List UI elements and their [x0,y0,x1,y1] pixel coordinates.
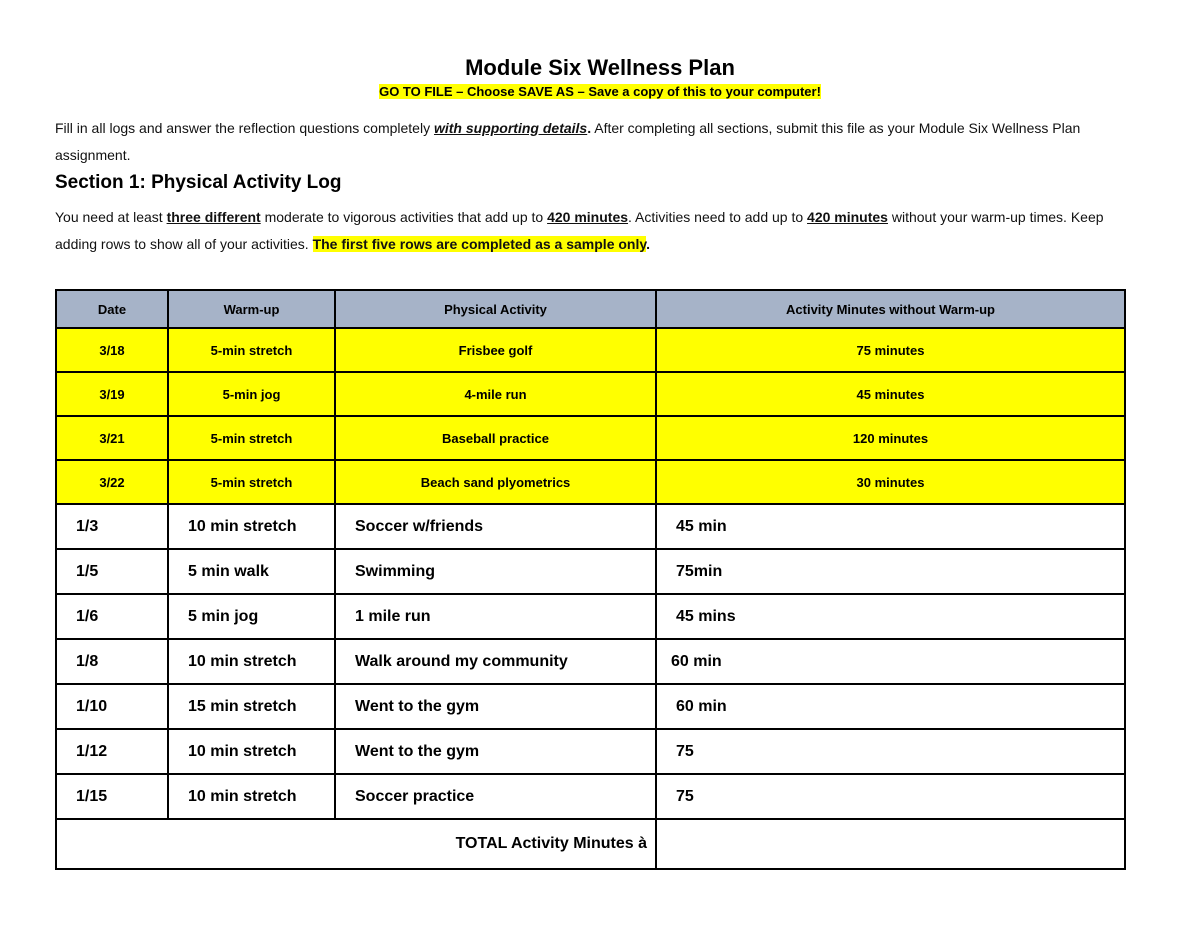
instr-text-2: moderate to vigorous activities that add up to [260,209,548,225]
cell-date: 3/22 [56,460,168,504]
instr-text-3: . Activities need to add up to [628,209,808,225]
cell-minutes: 75 minutes [656,328,1125,372]
cell-warmup[interactable]: 5 min walk [168,549,335,594]
total-value-cell[interactable] [656,819,1125,869]
cell-minutes: 45 minutes [656,372,1125,416]
cell-date[interactable]: 1/12 [56,729,168,774]
cell-activity[interactable]: 1 mile run [335,594,656,639]
cell-date: 3/21 [56,416,168,460]
log-row [56,639,1125,684]
cell-warmup: 5-min stretch [168,460,335,504]
cell-date[interactable]: 1/8 [56,639,168,684]
cell-warmup[interactable]: 15 min stretch [168,684,335,729]
instr-three-different: three different [166,209,261,225]
cell-date[interactable]: 1/6 [56,594,168,639]
intro-emphasis: with supporting details [433,120,588,136]
cell-date[interactable]: 1/5 [56,549,168,594]
cell-date[interactable]: 1/15 [56,774,168,819]
cell-date[interactable]: 1/3 [56,504,168,549]
instr-minutes-2: 420 minutes [807,209,888,225]
instr-text-4: without your warm-up times. Keep adding rows to show all of your activities. [55,209,1104,252]
total-row [56,819,1125,869]
save-instruction [0,84,1200,99]
cell-warmup: 5-min jog [168,372,335,416]
cell-warmup: 5-min stretch [168,416,335,460]
intro-text-before: Fill in all logs and answer the reflection questions completely [55,120,434,136]
instr-end: . [646,236,650,252]
cell-activity[interactable]: Soccer w/friends [335,504,656,549]
log-row [56,504,1125,549]
cell-activity[interactable]: Walk around my community [335,639,656,684]
activity-log-table [55,289,1126,870]
intro-period: . [587,120,592,136]
instr-sample-note: The first five rows are completed as a sample only [312,236,647,252]
header-date: Date [56,290,168,328]
log-row [56,774,1125,819]
cell-date: 3/19 [56,372,168,416]
instr-minutes-1: 420 minutes [547,209,629,225]
intro-paragraph [55,115,1145,169]
cell-date: 3/18 [56,328,168,372]
cell-date[interactable]: 1/10 [56,684,168,729]
section-heading: Section 1: Physical Activity Log [55,172,342,193]
cell-minutes[interactable]: 60 min [656,639,1125,684]
page-title: Module Six Wellness Plan [465,55,735,80]
sample-row [56,372,1125,416]
log-row [56,594,1125,639]
log-row [56,549,1125,594]
cell-minutes[interactable]: 75min [656,549,1125,594]
cell-warmup[interactable]: 5 min jog [168,594,335,639]
log-row [56,684,1125,729]
cell-activity: Frisbee golf [335,328,656,372]
sample-row [56,416,1125,460]
instr-text-1: You need at least [55,209,167,225]
cell-minutes: 120 minutes [656,416,1125,460]
cell-minutes: 30 minutes [656,460,1125,504]
instructions-paragraph [55,204,1145,258]
cell-minutes[interactable]: 45 mins [656,594,1125,639]
header-activity: Physical Activity [335,290,656,328]
cell-warmup: 5-min stretch [168,328,335,372]
cell-minutes[interactable]: 75 [656,774,1125,819]
cell-activity: 4-mile run [335,372,656,416]
sample-row [56,328,1125,372]
header-warmup: Warm-up [168,290,335,328]
cell-warmup[interactable]: 10 min stretch [168,504,335,549]
cell-activity[interactable]: Swimming [335,549,656,594]
sample-row [56,460,1125,504]
cell-activity: Beach sand plyometrics [335,460,656,504]
cell-activity[interactable]: Soccer practice [335,774,656,819]
header-minutes: Activity Minutes without Warm-up [656,290,1125,328]
log-row [56,729,1125,774]
total-label: TOTAL Activity Minutes à [56,819,656,869]
cell-minutes[interactable]: 60 min [656,684,1125,729]
table-header-row [56,290,1125,328]
cell-activity: Baseball practice [335,416,656,460]
intro-text-after: After completing all sections, submit this file as your Module Six Wellness Plan assignment. [55,120,1081,163]
cell-activity[interactable]: Went to the gym [335,684,656,729]
cell-warmup[interactable]: 10 min stretch [168,729,335,774]
cell-activity[interactable]: Went to the gym [335,729,656,774]
save-instruction-text: GO TO FILE – Choose SAVE AS – Save a copy of this to your computer! [379,84,821,99]
cell-minutes[interactable]: 75 [656,729,1125,774]
cell-minutes[interactable]: 45 min [656,504,1125,549]
cell-warmup[interactable]: 10 min stretch [168,774,335,819]
cell-warmup[interactable]: 10 min stretch [168,639,335,684]
